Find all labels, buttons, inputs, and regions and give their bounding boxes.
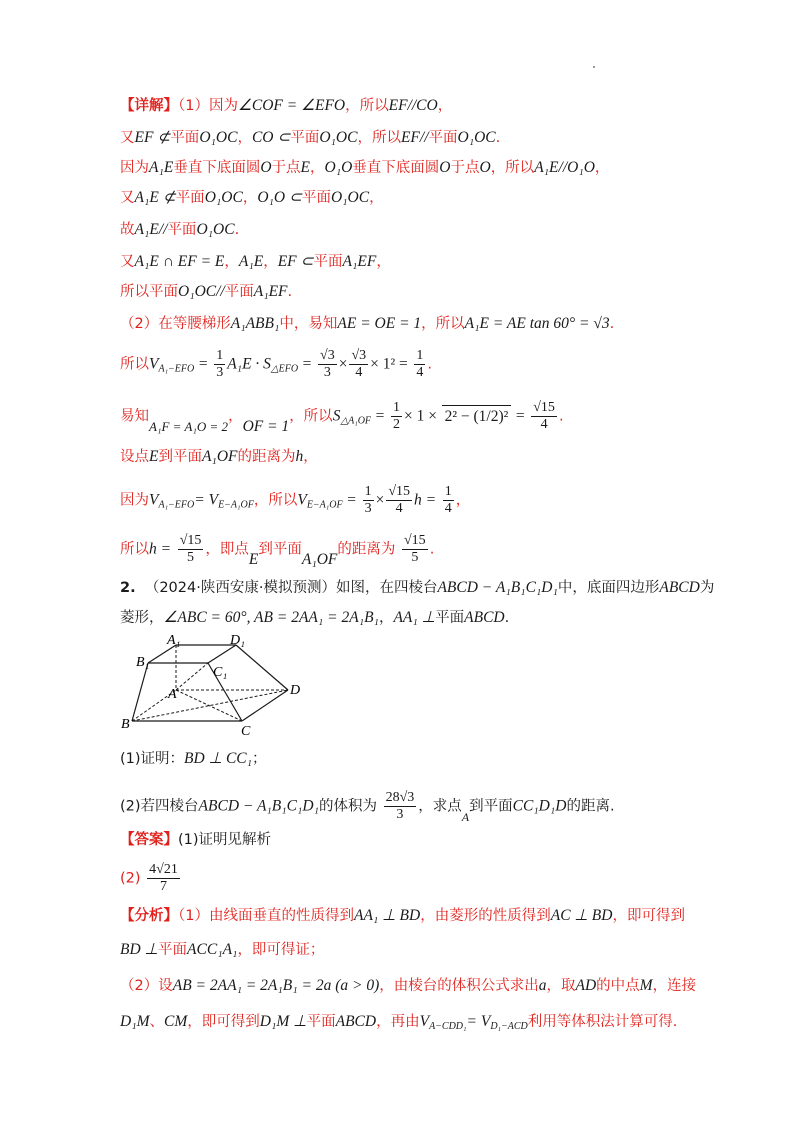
solution-line-13 bbox=[120, 533, 434, 566]
math-sub: △A₁OF bbox=[340, 415, 372, 427]
text: ，所以 bbox=[253, 492, 298, 509]
fraction bbox=[349, 348, 368, 381]
text: 又 bbox=[120, 254, 135, 270]
text: (2)若四棱台 bbox=[120, 798, 199, 815]
solution-line-3 bbox=[120, 158, 609, 178]
numerator: 1 bbox=[416, 348, 424, 363]
numerator: √3 bbox=[320, 348, 335, 363]
solution-line-4 bbox=[120, 188, 384, 208]
text: . bbox=[495, 130, 501, 146]
math: AE = OE = 1 bbox=[337, 315, 422, 332]
text: ，由菱形的性质得到 bbox=[420, 908, 551, 924]
text: ， bbox=[594, 160, 610, 176]
math: × 1 × bbox=[404, 407, 437, 425]
analysis-line-3 bbox=[120, 976, 696, 996]
text: ，再由 bbox=[376, 1014, 420, 1030]
text: 为 bbox=[699, 580, 715, 596]
denominator: 5 bbox=[187, 550, 195, 565]
text: 垂直下底面圆 bbox=[352, 160, 440, 176]
math: D₁M bbox=[120, 1013, 150, 1030]
text: ，即可得证； bbox=[237, 942, 325, 958]
math: ∠COF = ∠EFO bbox=[237, 97, 346, 114]
sqrt-expression: 2² − (1/2)² bbox=[442, 405, 512, 425]
text: ，即可得到 bbox=[187, 1014, 260, 1030]
math: ABCD bbox=[659, 579, 700, 596]
text: ，连接 bbox=[652, 978, 697, 994]
numerator: 1 bbox=[393, 400, 401, 415]
text: 的体积为 bbox=[318, 798, 377, 815]
math-sub: △EFO bbox=[270, 363, 299, 375]
denominator: 7 bbox=[160, 879, 167, 894]
answer-line-1 bbox=[120, 830, 271, 850]
numerator: √3 bbox=[351, 348, 367, 363]
edge-b1-b bbox=[132, 663, 148, 721]
math: = V bbox=[466, 1013, 491, 1030]
label-c: C bbox=[241, 724, 251, 736]
math: a bbox=[538, 977, 547, 994]
solution-line-5 bbox=[120, 220, 239, 240]
text: ， bbox=[237, 130, 252, 146]
math: BD ⊥ bbox=[120, 941, 159, 958]
fraction bbox=[318, 348, 337, 381]
edge-d1-d bbox=[236, 645, 288, 690]
math-sub: A₁−EFO bbox=[158, 363, 195, 375]
text: 的中点 bbox=[596, 978, 640, 994]
text: 平面 bbox=[306, 1014, 336, 1030]
math: E bbox=[300, 159, 310, 176]
text: 的距离为 bbox=[237, 449, 296, 465]
numerator: 4√21 bbox=[149, 862, 178, 877]
math-sub: D₁−ACD bbox=[490, 1021, 528, 1032]
text: . bbox=[429, 541, 435, 558]
fraction bbox=[391, 400, 402, 433]
denominator: 3 bbox=[364, 501, 372, 516]
fraction bbox=[414, 348, 425, 381]
text: 、 bbox=[149, 1014, 164, 1030]
numerator: 1 bbox=[364, 484, 372, 499]
math: V bbox=[419, 1013, 430, 1030]
math: EF// bbox=[400, 129, 429, 146]
math: ABCD − A₁B₁C₁D₁ bbox=[437, 579, 558, 596]
text: 于点 bbox=[450, 160, 480, 176]
math: O₁OC bbox=[199, 129, 238, 146]
numerator: 1 bbox=[216, 348, 224, 363]
denominator: 4 bbox=[444, 501, 452, 516]
solution-line-12 bbox=[120, 484, 470, 517]
text: ，求点 bbox=[418, 798, 462, 815]
label-b: B bbox=[121, 717, 130, 732]
text: ， bbox=[378, 610, 394, 626]
denominator: 4 bbox=[540, 417, 548, 432]
math: CM bbox=[164, 1013, 188, 1030]
question-1 bbox=[120, 749, 267, 769]
text: ， bbox=[437, 98, 453, 114]
solution-line-6 bbox=[120, 252, 391, 272]
denominator: 2 bbox=[393, 417, 401, 432]
math: E bbox=[149, 448, 159, 465]
math: h bbox=[295, 448, 304, 465]
text: 平面 bbox=[428, 130, 458, 146]
math: A₁EF bbox=[253, 283, 288, 300]
denominator: 5 bbox=[411, 550, 419, 565]
frustum-figure bbox=[118, 632, 318, 736]
text: 平面 bbox=[313, 254, 343, 270]
math-sub: A−CDD₁ bbox=[429, 1021, 467, 1032]
math: M bbox=[639, 977, 653, 994]
solution-line-8 bbox=[120, 314, 614, 334]
math: V bbox=[297, 491, 307, 509]
denominator: 3 bbox=[396, 807, 404, 822]
math: O bbox=[439, 159, 451, 176]
numerator: 28√3 bbox=[385, 790, 415, 805]
math: EF ⊂ bbox=[277, 253, 314, 270]
math: × 1² = bbox=[370, 355, 408, 373]
math: ∠ABC = 60°, AB = 2AA₁ = 2A₁B₁ bbox=[163, 609, 379, 626]
math: OF = 1 bbox=[242, 417, 290, 435]
fraction bbox=[384, 790, 417, 823]
fraction bbox=[402, 533, 428, 566]
math: = bbox=[302, 355, 312, 373]
math: ACC₁A₁ bbox=[187, 941, 238, 958]
fraction bbox=[386, 484, 412, 517]
math: A₁E · S bbox=[227, 355, 271, 373]
label-c1: C₁ bbox=[213, 665, 228, 680]
text: （2）在等腰梯形 bbox=[120, 316, 231, 332]
text: . bbox=[609, 316, 615, 332]
denominator: 3 bbox=[216, 365, 224, 380]
math: A₁OF bbox=[301, 550, 338, 568]
answer-line-2 bbox=[120, 862, 182, 895]
text: 平面 bbox=[301, 190, 331, 206]
math: A₁E//O₁O bbox=[534, 159, 595, 176]
fraction bbox=[443, 484, 454, 517]
math: O₁OC bbox=[204, 189, 243, 206]
analysis-line-4 bbox=[120, 1012, 677, 1037]
text: . bbox=[287, 284, 293, 300]
numerator: 1 bbox=[444, 484, 452, 499]
math: × bbox=[338, 355, 348, 373]
text: ，取 bbox=[546, 978, 576, 994]
math: O bbox=[479, 159, 491, 176]
math: = V bbox=[194, 491, 219, 509]
answer-1: (1)证明见解析 bbox=[178, 832, 272, 848]
text: ， bbox=[224, 254, 239, 270]
text: 故 bbox=[120, 222, 135, 238]
text: 平面 bbox=[158, 942, 188, 958]
math: AC ⊥ BD bbox=[550, 907, 613, 924]
math: V bbox=[149, 355, 159, 373]
text: 平面 bbox=[290, 130, 320, 146]
math: ABCD − A₁B₁C₁D₁ bbox=[198, 797, 319, 815]
solution-line-11 bbox=[120, 447, 318, 467]
text: 因为 bbox=[120, 160, 149, 176]
math: A₁E ⊄ bbox=[134, 189, 176, 206]
math: D₁M ⊥ bbox=[259, 1013, 307, 1030]
fraction bbox=[147, 862, 180, 895]
text: ， bbox=[263, 254, 278, 270]
math: h = bbox=[414, 491, 437, 509]
numerator: √15 bbox=[179, 533, 202, 548]
text: （1）由线面垂直的性质得到 bbox=[178, 908, 354, 924]
label-b1: B₁ bbox=[136, 655, 150, 670]
text: 所以 bbox=[120, 356, 149, 373]
text: 平面 bbox=[224, 284, 254, 300]
text: 所以平面 bbox=[120, 284, 178, 300]
text: 平面 bbox=[175, 190, 205, 206]
math: O₁OC bbox=[330, 189, 370, 206]
math: AA₁ ⊥ bbox=[393, 609, 436, 626]
solution-tag: 【详解】 bbox=[120, 98, 178, 114]
answer-tag: 【答案】 bbox=[120, 832, 178, 848]
label-d: D bbox=[290, 683, 301, 698]
solution-line-9 bbox=[120, 348, 432, 381]
text: 菱形， bbox=[120, 610, 164, 626]
text: （2）设 bbox=[120, 978, 173, 994]
math: A₁E bbox=[238, 253, 264, 270]
fraction bbox=[178, 533, 204, 566]
text: . bbox=[504, 610, 510, 626]
text: ，所以 bbox=[421, 316, 465, 332]
text: 的距离. bbox=[566, 798, 615, 815]
math: AB = 2AA₁ = 2A₁B₁ = 2a (a > 0) bbox=[172, 977, 380, 994]
question-2 bbox=[120, 790, 615, 823]
math: O bbox=[260, 159, 272, 176]
math: A₁E// bbox=[134, 221, 168, 238]
math: O₁OC// bbox=[178, 283, 225, 300]
math: S bbox=[332, 407, 341, 425]
math: EF ⊄ bbox=[134, 129, 171, 146]
text: 因为 bbox=[120, 492, 149, 509]
problem-line-2 bbox=[120, 608, 509, 628]
fraction bbox=[214, 348, 225, 381]
math: A bbox=[461, 809, 470, 824]
text: 又 bbox=[120, 190, 135, 206]
text: ，由棱台的体积公式求出 bbox=[379, 978, 539, 994]
fraction bbox=[531, 400, 557, 433]
text: ，即点 bbox=[205, 541, 249, 558]
analysis-line-2 bbox=[120, 940, 324, 960]
text: 于点 bbox=[271, 160, 301, 176]
math: BD ⊥ CC₁ bbox=[184, 750, 253, 767]
text: 又 bbox=[120, 130, 135, 146]
text: ， bbox=[303, 449, 318, 465]
text: . bbox=[427, 356, 433, 373]
text: 所以 bbox=[120, 541, 149, 558]
solution-line-2 bbox=[120, 128, 500, 148]
math: O₁OC bbox=[196, 221, 235, 238]
math: × bbox=[375, 491, 385, 509]
text: 中，底面四边形 bbox=[557, 580, 660, 596]
math: A₁EF bbox=[342, 253, 377, 270]
text: ， bbox=[369, 190, 384, 206]
denominator: 4 bbox=[395, 501, 403, 516]
math-sub: E−A₁OF bbox=[306, 499, 343, 511]
math: E bbox=[248, 550, 259, 568]
answer-2-label: (2) bbox=[120, 870, 141, 887]
text: 中，易知 bbox=[279, 316, 338, 332]
label-a: A bbox=[168, 687, 177, 702]
math: A₁F = A₁O = 2 bbox=[149, 418, 229, 434]
math: EF//CO bbox=[388, 97, 438, 114]
math: h = bbox=[149, 540, 172, 558]
text: . bbox=[234, 222, 240, 238]
denominator: 3 bbox=[323, 365, 331, 380]
math: ABCD bbox=[335, 1013, 377, 1030]
math: CO ⊂ bbox=[251, 129, 291, 146]
text: 设点 bbox=[120, 449, 149, 465]
denominator: 4 bbox=[416, 365, 424, 380]
math: A₁OF bbox=[201, 448, 238, 465]
math: = bbox=[198, 355, 208, 373]
text: 到平面 bbox=[469, 798, 513, 815]
text: 到平面 bbox=[258, 541, 302, 558]
text: ，所以 bbox=[289, 408, 333, 425]
text: ，所以 bbox=[490, 160, 535, 176]
text: 平面 bbox=[170, 130, 200, 146]
text: ，所以 bbox=[357, 130, 401, 146]
analysis-line-1 bbox=[120, 906, 685, 926]
math-sub: E−A₁OF bbox=[218, 499, 254, 511]
math: A₁E ∩ EF = E bbox=[134, 253, 225, 270]
text: （2024·陕西安康·模拟预测）如图，在四棱台 bbox=[144, 580, 438, 596]
math: O₁OC bbox=[319, 129, 358, 146]
page-dot bbox=[593, 66, 595, 68]
text: 平面 bbox=[167, 222, 197, 238]
text: . bbox=[558, 408, 564, 425]
text: （1）因为 bbox=[178, 98, 238, 114]
math: = bbox=[375, 407, 385, 425]
denominator: 4 bbox=[355, 365, 363, 380]
text: ， bbox=[455, 492, 471, 509]
math: ABCD bbox=[464, 609, 505, 626]
math: = bbox=[347, 491, 356, 509]
diagonal-a-c1 bbox=[176, 663, 208, 690]
diagonal-a-c bbox=[176, 690, 242, 721]
solution-line-10 bbox=[120, 400, 564, 433]
text: 易知 bbox=[120, 408, 149, 425]
text: ， bbox=[228, 408, 243, 425]
text: ， bbox=[242, 190, 258, 206]
math: AD bbox=[575, 977, 597, 994]
math: O₁OC bbox=[457, 129, 496, 146]
text: 到平面 bbox=[158, 449, 202, 465]
math: A₁E = AE tan 60° = √3 bbox=[464, 315, 610, 332]
fraction bbox=[363, 484, 374, 517]
solution-line-1 bbox=[120, 96, 452, 116]
solution-line-7 bbox=[120, 282, 292, 302]
math: = bbox=[515, 407, 525, 425]
text: (1)证明： bbox=[120, 751, 185, 767]
math: O₁O bbox=[324, 159, 353, 176]
text: ，即可得到 bbox=[612, 908, 685, 924]
math: O₁O ⊂ bbox=[257, 189, 302, 206]
text: ， bbox=[376, 254, 391, 270]
label-a1: A₁ bbox=[167, 633, 181, 648]
math: V bbox=[149, 491, 159, 509]
math: A₁E bbox=[149, 159, 174, 176]
text: 的距离为 bbox=[337, 541, 396, 558]
text: 利用等体积法计算可得. bbox=[527, 1014, 678, 1030]
math-sub: A₁−EFO bbox=[158, 499, 195, 511]
numerator: √15 bbox=[533, 400, 555, 415]
text: ，所以 bbox=[345, 98, 389, 114]
problem-number: 2. bbox=[120, 580, 136, 596]
math: AA₁ ⊥ BD bbox=[353, 907, 421, 924]
text: 平面 bbox=[435, 610, 465, 626]
math: A₁ABB₁ bbox=[230, 315, 280, 332]
analysis-tag: 【分析】 bbox=[120, 908, 178, 924]
text: ； bbox=[252, 751, 267, 767]
text: ， bbox=[310, 160, 325, 176]
numerator: √15 bbox=[388, 484, 410, 499]
text: 垂直下底面圆 bbox=[173, 160, 261, 176]
problem-line-1 bbox=[120, 578, 714, 598]
label-d1: D₁ bbox=[230, 633, 245, 648]
numerator: √15 bbox=[404, 533, 426, 548]
math: CC₁D₁D bbox=[512, 797, 567, 815]
